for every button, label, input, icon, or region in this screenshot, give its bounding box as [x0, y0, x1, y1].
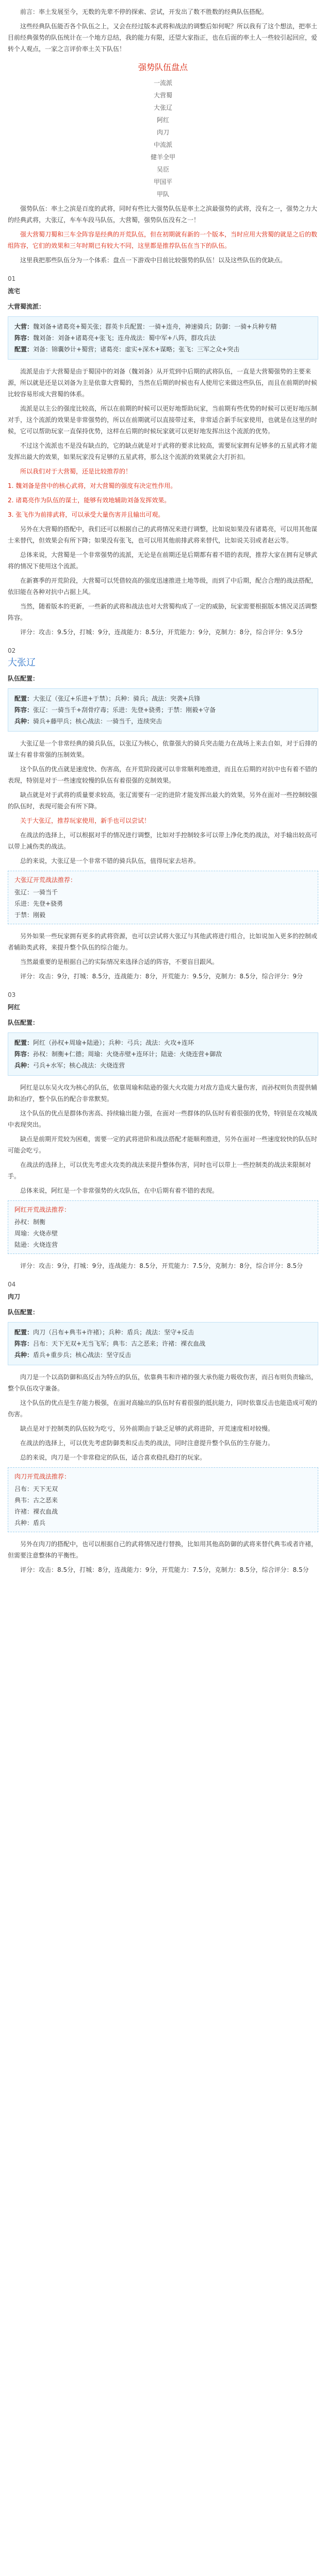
plan-heading: 大张辽开荒战法推荐：	[14, 876, 77, 884]
body-paragraph: 这个队伍的优点是群体伤害高、持续输出能力强，在面对一些群体的队伍时有着很强的优势，特别是在攻城战中表现突出。	[8, 1110, 318, 1128]
body-paragraph: 这里我把那些队伍分为一个体系：盘点一下游戏中目前比较强势的队伍！以及这些队伍的优缺点。	[20, 257, 287, 264]
body-paragraph: 总的来说，肉刀是一个非常稳定的队伍，适合喜欢稳扎稳打的玩家。	[20, 1454, 206, 1461]
body-paragraph: 缺点是前期开荒较为困难，需要一定的武将进阶和战法搭配才能顺利推进，另外在面对一些速度较快的队伍时可能会吃亏。	[8, 1136, 318, 1154]
plan-item: 乐进：先登+骁勇	[14, 900, 63, 907]
config-row: 配置：刘备：锦囊妙计+蜀营；诸葛亮：虚实+深木+谋略；张飞：三军之众+突击	[14, 346, 240, 353]
toc-item: 大营蜀	[153, 92, 172, 99]
body-paragraph: 总体来说，大营蜀是一个非常强势的流派，无论是在前期还是后期都有着不错的表现，推荐大家在拥有足够武将的情况下使用这个流派。	[8, 551, 318, 570]
rating: 评分：攻击：9分，打城：8.5分，连战能力：8分，开荒能力：9.5分，克制力：8.5分，综合评分：9分	[20, 973, 303, 980]
body-paragraph: 缺点就是对于武将的质量要求较高，张辽需要有一定的进阶才能发挥出最大的效果，另外在面对一些控制较强的队伍时，表现可能会有所下降。	[8, 791, 318, 810]
section-number: 04	[8, 1281, 16, 1288]
config-row: 配置：肉刀（吕布+典韦+许褚）；兵种：盾兵；战法：坚守+反击	[14, 1329, 194, 1336]
body-paragraph: 强势队伍：率土之滨是百度的武将，同时有些比大强势队伍是率土之滨最强势的武将，没有之一，强势之力大的经典武将，大张辽，车车车段马队伍，大营蜀，强势队伍没有之一！	[8, 205, 318, 224]
team-config-box	[8, 316, 318, 360]
config-row: 阵容：张辽：一骑当千+刮骨疗毒；乐进：先登+骁勇；于禁：刚毅+守备	[14, 706, 216, 714]
red-note: 所以我们对于大营蜀，还是比较推荐的！	[20, 468, 132, 475]
toc-item: 吴臣	[156, 166, 169, 173]
section-name: 阿红	[8, 1004, 21, 1011]
toc-item: 甲队	[156, 191, 169, 198]
plan-item: 兵种：盾兵	[14, 1519, 46, 1527]
plan-item: 许褚：裸衣血战	[14, 1508, 58, 1515]
section-title: 大营蜀流派：	[8, 303, 45, 310]
section-number: 01	[8, 275, 16, 282]
body-paragraph: 不过这个流派也不是没有缺点的，它的缺点就是对于武将的要求比较高，需要玩家拥有足够多的五星武将才能发挥出最大的效果，如果玩家没有足够的五星武将，那么这个流派的效果就会大打折扣。	[8, 442, 318, 461]
toc-item: 一流派	[153, 79, 172, 87]
sub-list-item: 3. 张飞作为前排武将，可以承受大量伤害并且输出可观。	[8, 511, 165, 518]
config-row: 阵容：吕布：天下无双+无当飞军；典韦：古之恶来；许褚：裸衣血战	[14, 1340, 206, 1347]
toc-item: 大张辽	[153, 104, 172, 111]
red-note: 关于大张辽，推荐玩家使用，新手也可以尝试！	[20, 817, 151, 824]
config-row: 配置：大张辽（张辽+乐进+于禁）；兵种：骑兵；战法：突袭+兵锋	[14, 695, 201, 702]
team-config-box	[8, 1032, 318, 1076]
section-title: 队伍配置：	[8, 1309, 39, 1316]
page-title: 强势队伍盘点	[138, 62, 188, 72]
toc-item: 健羊全甲	[150, 154, 175, 161]
bottom-spacer	[8, 1579, 318, 1599]
body-paragraph: 这个队伍的优点就是速度快、伤害高，在开荒阶段就可以非常顺利地推进，而且在后期的对抗中也有着不错的表现，特别是对于一些速度较慢的队伍有着很强的克制效果。	[8, 766, 318, 784]
body-paragraph: 在战法的选择上，可以优先考虑防御类和反击类的战法，同时注意提升整个队伍的生存能力。	[20, 1439, 274, 1447]
section-name: 流宅	[8, 287, 21, 295]
config-row: 兵种：骑兵+藤甲兵；核心战法：一骑当千，连续突击	[14, 718, 162, 725]
section-title: 队伍配置：	[8, 675, 39, 682]
highlight-paragraph: 强大营蜀刀蜀和三车全阵容是经典的开荒队伍，但在初期就有新的一个版本，当时应用大营蜀的就是之后的数组阵容，它们的效果和三年时期已有较大不同，这里都是推荐队伍在当下的队伍。	[8, 231, 318, 249]
plan-heading: 阿红开荒战法推荐：	[14, 1206, 71, 1213]
plan-item: 张辽：一骑当千	[14, 889, 58, 896]
body-paragraph: 另外在肉刀的搭配中，也可以根据自己的武将情况进行替换，比如用其他高防御的武将来替代典韦或者许褚，但需要注意整体的平衡性。	[8, 1540, 318, 1559]
section-title: 队伍配置：	[8, 1019, 39, 1026]
plan-item: 孙权：制衡	[14, 1218, 46, 1226]
body-paragraph: 这个队伍的优点是生存能力极强，在面对高输出的队伍时有着很强的抵抗能力，同时依靠反击也能造成可观的伤害。	[8, 1399, 318, 1418]
toc-item: 中流派	[153, 141, 172, 148]
plan-item: 陆逊：火烧连营	[14, 1241, 58, 1248]
body-paragraph: 在战法的选择上，可以根据对手的情况进行调整，比如对手控制较多可以带上净化类的战法，对手输出较高可以带上减伤类的战法。	[8, 832, 318, 850]
body-paragraph: 总体来说，阿红是一个非常强势的火攻队伍，在中后期有着不错的表现。	[20, 1187, 219, 1194]
body-paragraph: 当然最重要的是根据自己的实际情况来选择合适的阵容，不要盲目跟风。	[20, 958, 219, 965]
sub-list-item: 1. 魏刘备是营中的核心武将，对大营蜀的强度有决定性作用。	[8, 482, 177, 489]
section-name: 肉刀	[8, 1293, 21, 1300]
rating: 评分：攻击：9分，打城：9分，连战能力：8.5分，开荒能力：7.5分，克制力：8分，综合评分：8.5分	[20, 1262, 303, 1269]
body-paragraph: 另外如果一些玩家拥有更多的武将资源，也可以尝试将大张辽与其他武将进行组合，比如说加入更多的控制或者辅助类武将，来提升整个队伍的综合能力。	[8, 933, 318, 951]
intro-paragraph: 前言：率土发展至今，无数的先辈不停的探索、尝试，开发出了数不胜数的经典队伍搭配。	[20, 8, 268, 15]
config-row: 大营：魏刘备+诸葛亮+蜀关张；群英卡兵配置：一骑+连舟，神速骑兵；防御：一骑+兵种专精	[14, 323, 277, 330]
body-paragraph: 肉刀是一个以高防御和高反击为特点的队伍，依靠典韦和许褚的强大承伤能力吸收伤害，而吕布则负责输出，整个队伍攻守兼备。	[8, 1374, 318, 1392]
toc-item: 阿红	[156, 116, 169, 124]
section-name: 大张辽	[8, 657, 36, 668]
intro	[8, 6, 318, 55]
toc-item: 甲国平	[153, 178, 172, 185]
config-row: 兵种：盾兵+重步兵；核心战法：坚守反击	[14, 1351, 132, 1359]
config-row: 阵容：孙权：制衡+仁德；周瑜：火烧赤壁+连环计；陆逊：火烧连营+御敌	[14, 1050, 222, 1058]
config-row: 配置：阿红（孙权+周瑜+陆逊）；兵种：弓兵；战法：火攻+连环	[14, 1039, 194, 1046]
body-paragraph: 缺点是对于控制类的队伍较为吃亏，另外前期由于缺乏足够的武将进阶，开荒速度相对较慢。	[20, 1425, 274, 1432]
plan-box	[8, 1467, 318, 1532]
body-paragraph: 阿红是以东吴火攻为核心的队伍，依靠周瑜和陆逊的强大火攻能力对敌方造成大量伤害，而孙权则负责提供辅助和治疗，整个队伍的配合非常默契。	[8, 1084, 318, 1103]
plan-box	[8, 1200, 318, 1254]
plan-item: 吕布：天下无双	[14, 1485, 58, 1493]
config-row: 兵种：弓兵+水军；核心战法：火烧连营	[14, 1062, 125, 1069]
body-paragraph: 总的来说，大张辽是一个非常不错的骑兵队伍，值得玩家去培养。	[20, 857, 200, 865]
plan-item: 周瑜：火烧赤壁	[14, 1230, 58, 1237]
plan-box	[8, 871, 318, 924]
team-config-box	[8, 1322, 318, 1365]
plan-item: 典韦：古之恶来	[14, 1497, 58, 1504]
body-paragraph: 流派是以主公的强度比较高，所以在前期的时候可以更好地帮助玩家，当前期有些优势的时候可以更好地压制对手，这个流派的效果是非常强势的，所以在前期就可以直接带过来，非常适合新手玩家使用，也就是在这里的时候，它可以帮助玩家一直保持优势，这样在后期的时候玩家就可以更好地发挥出这个流派的优势。	[8, 405, 318, 435]
body-paragraph: 当然，随着版本的更新，一些新的武将和战法也对大营蜀构成了一定的威胁，玩家需要根据版本情况灵活调整阵容。	[8, 603, 318, 621]
section-number: 02	[8, 647, 16, 654]
intro-paragraph: 这些经典队伍能否各个队伍之上，又会在经过版本武将和战法的调整后如何呢？所以我有了这个想法，把率土目前经典强势的队伍统计在一个地方总结，我的能力有限，还望大家指正，也在后面的率土人一些较引起回应，爱转个人观点，一家之言评价率土关下队伍！	[8, 23, 318, 53]
body-paragraph: 另外在大营蜀的搭配中，我们还可以根据自己的武将情况来进行调整，比如说如果没有诸葛亮，可以用其他谋士来替代，但效果会有所下降；如果没有张飞，也可以用其他前排武将来替代，比如说关羽或者赵云等。	[8, 526, 318, 544]
toc	[8, 77, 318, 200]
team-config-box	[8, 688, 318, 732]
body-paragraph: 在战法的选择上，可以优先考虑火攻类的战法来提升整体伤害，同时也可以带上一些控制类的战法来限制对手。	[8, 1161, 312, 1180]
body-paragraph: 流派是由于大营蜀是由于蜀国中的刘备（魏刘备）从开荒到中后期的武将队伍，一直是大营蜀强势的主要来源，所以就是还是以刘备为主是依靠大营蜀的，当然在后期的时候也有人使用它来做这些队伍，而且在前期的时候比较容易形成大营蜀的体系。	[8, 368, 318, 398]
plan-heading: 肉刀开荒战法推荐：	[14, 1473, 71, 1480]
body-paragraph: 大张辽是一个非常经典的骑兵队伍，以张辽为核心，依靠强大的骑兵突击能力在战场上来去自如，对于后排的谋士有着非常强的压制效果。	[8, 740, 318, 758]
rating: 评分：攻击：8.5分，打城：8分，连战能力：9分，开荒能力：7.5分，克制力：8.5分，综合评分：8.5分	[20, 1566, 309, 1573]
rating: 评分：攻击：9.5分，打城：9分，连战能力：8.5分，开荒能力：9分，克制力：8分，综合评分：9.5分	[20, 629, 303, 636]
body-paragraph: 在新赛季的开荒阶段，大营蜀可以凭借较高的强度迅速推进土地等级，而到了中后期，配合合理的战法搭配，依旧能在各种对抗中占据上风。	[8, 577, 318, 596]
plan-item: 于禁：刚毅	[14, 911, 46, 919]
config-row: 阵容：魏刘备：刘备+诸葛亮+张飞；连舟战法：蜀中军+八阵，群攻兵法	[14, 334, 216, 342]
sub-list-item: 2. 诸葛亮作为队伍的谋士，能够有效地辅助刘备发挥效果。	[8, 497, 171, 504]
section-number: 03	[8, 991, 16, 998]
toc-item: 肉刀	[156, 129, 169, 136]
